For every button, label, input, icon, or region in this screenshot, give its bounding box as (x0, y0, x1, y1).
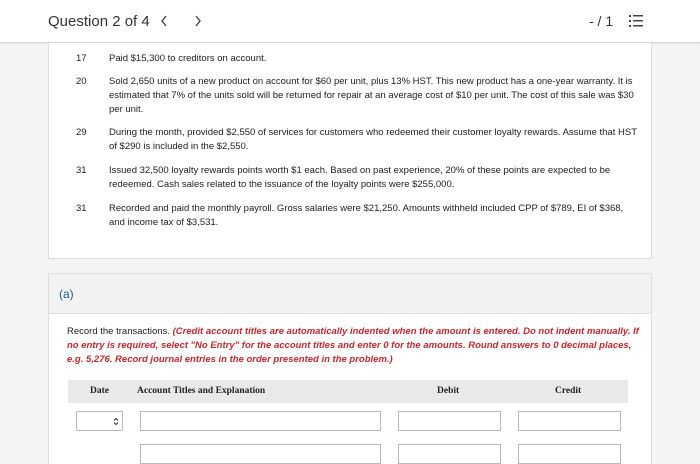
instruction-text: Record the transactions. (67, 326, 173, 337)
transactions-panel (48, 43, 652, 259)
question-list-icon[interactable] (629, 14, 643, 28)
account-title-input[interactable] (140, 444, 381, 464)
score-display: - / 1 (589, 13, 614, 29)
transaction-day: 31 (76, 203, 87, 214)
transaction-day: 17 (76, 53, 87, 64)
date-column-header: Date (90, 386, 109, 396)
next-question-button[interactable] (193, 11, 207, 31)
transaction-text: Recorded and paid the monthly payroll. Gross salaries were $21,250. Amounts withheld included CPP of $789, EI of $368, and income tax of $3,531. (109, 203, 624, 228)
transaction-text: Paid $15,300 to creditors on account. (109, 53, 267, 64)
chevron-left-icon (159, 14, 169, 28)
instruction-note: (Credit account titles are automatically indented when the amount is entered. Do not indent manually. If no entry is required, select "No Entry" for the account titles and enter 0 for the amounts. Round answers to 0 decimal places, e.g. 5,276. Record journal entries in the order presented in the problem.) (67, 326, 639, 365)
part-a-panel (48, 273, 652, 464)
journal-table-header (68, 380, 628, 403)
transaction-text: Issued 32,500 loyalty rewards points worth $1 each. Based on past experience, 20% of these points are expected to be redeemed. Cash sales related to the issuance of the loyalty points were $255,000. (109, 165, 611, 190)
transaction-day: 31 (76, 165, 87, 176)
chevron-right-icon (193, 14, 203, 28)
date-select[interactable] (76, 411, 123, 431)
question-header (0, 0, 700, 43)
credit-column-header: Credit (555, 386, 582, 396)
transaction-text: Sold 2,650 units of a new product on account for $60 per unit, plus 13% HST. This new product has a one-year warranty. It is estimated that 7% of the units sold will be returned for repair at an average cost of $10 per unit. The cost of this sale was $30 per unit. (109, 76, 634, 115)
part-header (49, 274, 651, 314)
account-column-header: Account Titles and Explanation (137, 386, 266, 396)
debit-input[interactable] (398, 444, 501, 464)
account-title-input[interactable] (140, 411, 381, 431)
question-label: Question 2 of 4 (48, 13, 150, 30)
select-arrows-icon (113, 417, 119, 426)
instructions (67, 325, 639, 367)
part-label: (a) (59, 287, 74, 301)
transaction-day: 20 (76, 76, 87, 87)
previous-question-button[interactable] (159, 11, 173, 31)
credit-input[interactable] (518, 411, 621, 431)
debit-input[interactable] (398, 411, 501, 431)
debit-column-header: Debit (437, 386, 460, 396)
credit-input[interactable] (518, 444, 621, 464)
transaction-day: 29 (76, 127, 87, 138)
transaction-text: During the month, provided $2,550 of services for customers who redeemed their customer loyalty rewards. Assume that HST of $290 is included in the $2,550. (109, 127, 637, 152)
